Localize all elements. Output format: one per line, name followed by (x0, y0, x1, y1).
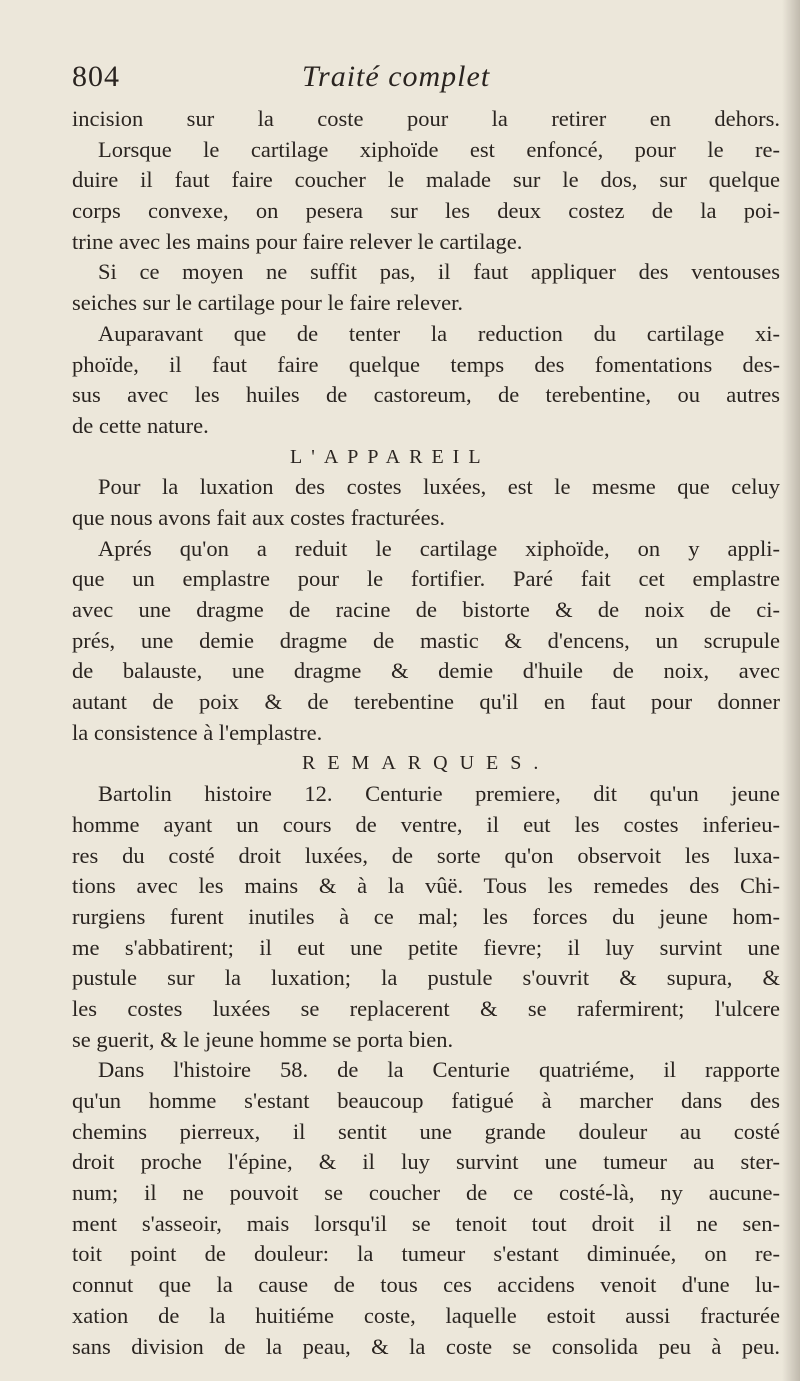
text-line: se guerit, & le jeune homme se porta bien. (72, 1026, 454, 1052)
text-line: toit point de douleur: la tumeur s'estant diminuée, on re- (72, 1241, 780, 1267)
text-line: pustule sur la luxation; la pustule s'ouvrit & supura, & (72, 965, 780, 991)
text-line: les costes luxées se replacerent & se rafermirent; l'ulcere (72, 995, 780, 1021)
text-line: num; il ne pouvoit se coucher de ce costé-là, ny aucune- (72, 1180, 780, 1206)
text-line: sans division de la peau, & la coste se consolida peu à peu. (72, 1333, 780, 1359)
text-line: avec une dragme de racine de bistorte & de noix de ci- (72, 597, 780, 622)
text-line: trine avec les mains pour faire relever le cartilage. (72, 228, 523, 254)
text-line: Bartolin histoire 12. Centurie premiere, dit qu'un jeune (98, 781, 780, 807)
text-line: xation de la huitiéme coste, laquelle estoit aussi fracturée (72, 1302, 780, 1328)
running-title: Traité complet (302, 60, 491, 93)
text-line: que un emplastre pour le fortifier. Paré fait cet emplastre (72, 566, 780, 592)
text-line: tions avec les mains & à la vûë. Tous les remedes des Chi- (72, 873, 780, 899)
text-line: res du costé droit luxées, de sorte qu'on observoit les luxa- (72, 842, 780, 868)
text-line: me s'abbatirent; il eut une petite fievre; il luy survint une (72, 934, 780, 960)
text-line: rurgiens furent inutiles à ce mal; les forces du jeune hom- (72, 903, 780, 929)
text-line: corps convexe, on pesera sur les deux costez de la poi- (72, 198, 780, 224)
text-line: qu'un homme s'estant beaucoup fatigué à marcher dans des (72, 1088, 780, 1113)
text-line: duire il faut faire coucher le malade sur le dos, sur quelque (72, 167, 780, 193)
text-line: phoïde, il faut faire quelque temps des fomentations des- (72, 351, 780, 377)
text-line: Auparavant que de tenter la reduction du cartilage xi- (98, 320, 780, 346)
text-line: Aprés qu'on a reduit le cartilage xiphoïde, on y appli- (98, 535, 780, 561)
text-line: droit proche l'épine, & il luy survint une tumeur au ster- (72, 1149, 780, 1175)
page-number: 804 (72, 60, 120, 93)
text-line: Si ce moyen ne suffit pas, il faut appliquer des ventouses (98, 259, 780, 285)
running-head (72, 60, 788, 104)
text-line: Pour la luxation des costes luxées, est le mesme que celuy (98, 474, 780, 500)
text-line: seiches sur le cartilage pour le faire relever. (72, 290, 464, 316)
body-text (72, 104, 780, 1362)
text-line: prés, une demie dragme de mastic & d'encens, un scrupule (72, 627, 780, 653)
text-line: de balauste, une dragme & demie d'huile de noix, avec (72, 658, 780, 684)
section-heading-appareil: L'APPAREIL (290, 445, 490, 468)
section-heading-remarques: REMARQUES. (302, 752, 551, 775)
text-line: sus avec les huiles de castoreum, de terebentine, ou autres (72, 382, 780, 408)
text-line: chemins pierreux, il sentit une grande douleur au costé (72, 1118, 780, 1144)
text-line: que nous avons fait aux costes fracturées. (72, 504, 445, 530)
text-line: homme ayant un cours de ventre, il eut les costes inferieu- (72, 811, 780, 837)
text-line: ment s'asseoir, mais lorsqu'il se tenoit tout droit il ne sen- (72, 1210, 780, 1236)
text-line: de cette nature. (72, 412, 209, 438)
text-line: Dans l'histoire 58. de la Centurie quatriéme, il rapporte (98, 1057, 780, 1083)
text-line: autant de poix & de terebentine qu'il en faut pour donner (72, 689, 780, 715)
text-line: incision sur la coste pour la retirer en dehors. (72, 106, 780, 131)
text-line: la consistence à l'emplastre. (72, 719, 323, 745)
text-line: Lorsque le cartilage xiphoïde est enfoncé, pour le re- (98, 136, 780, 162)
text-line: connut que la cause de tous ces accidens venoit d'une lu- (72, 1272, 780, 1298)
